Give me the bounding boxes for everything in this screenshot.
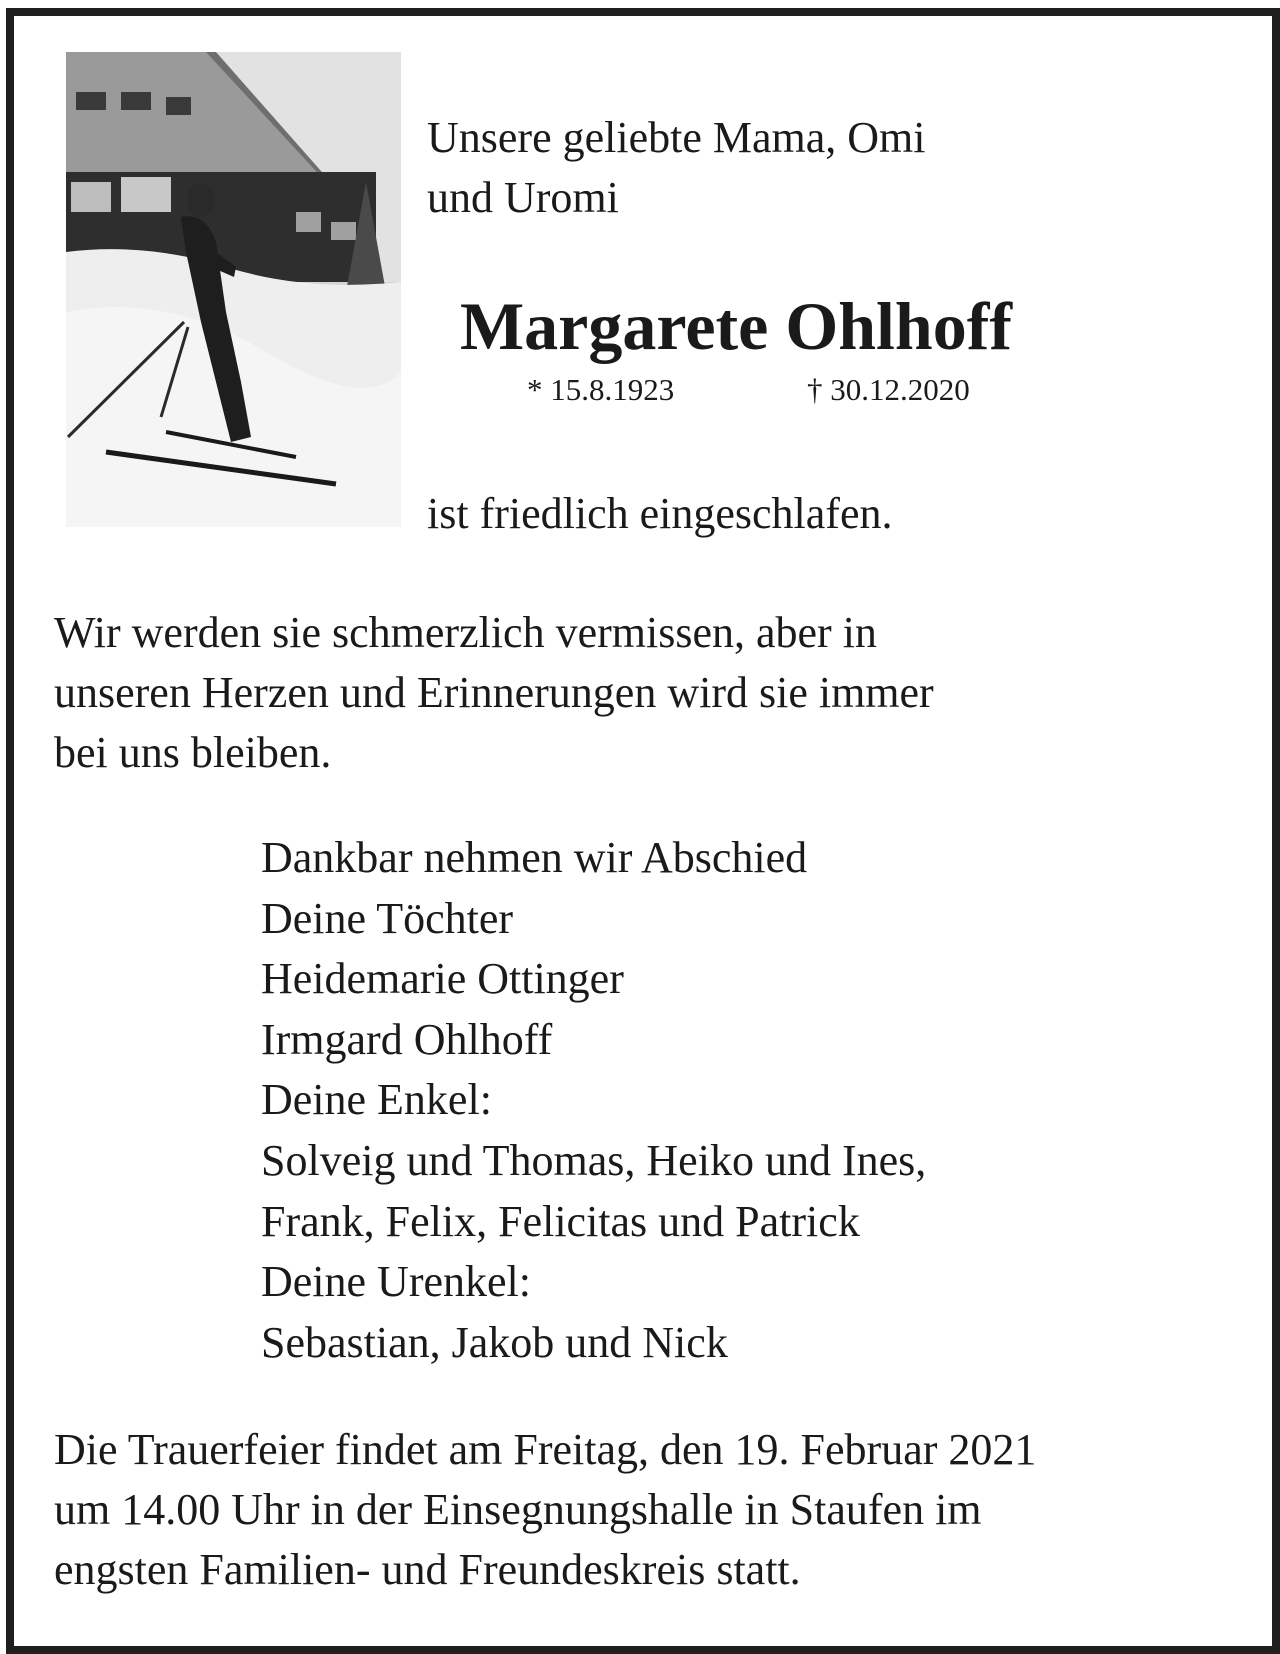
intro-line: und Uromi bbox=[427, 173, 619, 222]
passed-away-text: ist friedlich eingeschlafen. bbox=[427, 489, 893, 538]
remembrance-paragraph bbox=[54, 603, 934, 783]
obituary-frame bbox=[6, 8, 1280, 1654]
family-line: Deine Urenkel: bbox=[261, 1257, 531, 1307]
paragraph-line: Wir werden sie schmerzlich vermissen, aber in bbox=[54, 608, 877, 657]
life-dates bbox=[527, 370, 970, 410]
intro-line: Unsere geliebte Mama, Omi bbox=[427, 113, 926, 162]
family-line: Deine Enkel: bbox=[261, 1075, 492, 1125]
deceased-name: Margarete Ohlhoff bbox=[460, 288, 1013, 364]
portrait-photo bbox=[66, 52, 401, 527]
service-line: um 14.00 Uhr in der Einsegnungshalle in Staufen im bbox=[54, 1485, 982, 1534]
family-line: Heidemarie Ottinger bbox=[261, 954, 624, 1004]
family-line: Irmgard Ohlhoff bbox=[261, 1014, 553, 1064]
paragraph-line: unseren Herzen und Erinnerungen wird sie immer bbox=[54, 668, 934, 717]
family-line: Frank, Felix, Felicitas und Patrick bbox=[261, 1196, 860, 1246]
death-date: † 30.12.2020 bbox=[807, 372, 970, 407]
service-line: engsten Familien- und Freundeskreis statt. bbox=[54, 1545, 801, 1594]
birth-date: * 15.8.1923 bbox=[527, 372, 675, 407]
family-line: Dankbar nehmen wir Abschied bbox=[261, 833, 808, 882]
family-line: Sebastian, Jakob und Nick bbox=[261, 1317, 728, 1367]
family-line: Solveig und Thomas, Heiko und Ines, bbox=[261, 1135, 927, 1185]
intro-text bbox=[427, 108, 926, 228]
service-line: Die Trauerfeier findet am Freitag, den 19. Februar 2021 bbox=[54, 1425, 1037, 1474]
skier-photo-image bbox=[66, 52, 401, 527]
paragraph-line: bei uns bleiben. bbox=[54, 728, 332, 777]
family-list bbox=[261, 828, 926, 1373]
funeral-service-notice bbox=[54, 1420, 1036, 1600]
family-line: Deine Töchter bbox=[261, 893, 514, 943]
